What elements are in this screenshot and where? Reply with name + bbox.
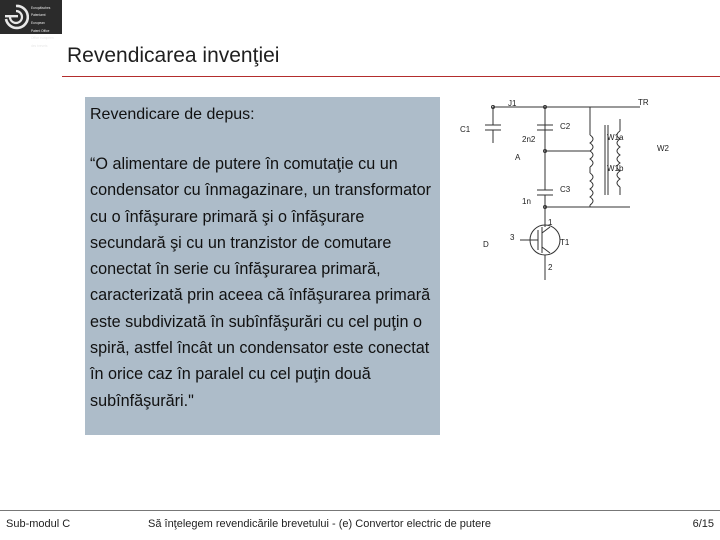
label-w2: W2 [657, 144, 669, 153]
page-number: 6/15 [692, 518, 714, 530]
label-pin3: 3 [510, 233, 515, 242]
label-c2: C2 [560, 122, 571, 131]
circuit-diagram [450, 95, 690, 295]
claim-heading: Revendicare de depus: [90, 106, 255, 123]
label-tr: TR [638, 98, 649, 107]
label-c3: C3 [560, 185, 571, 194]
page-title: Revendicarea invenţiei [67, 44, 280, 67]
label-pin2: 2 [548, 263, 553, 272]
label-j1: J1 [508, 99, 517, 108]
label-2n2: 2n2 [522, 135, 536, 144]
footer-title: Să înţelegem revendicările brevetului - (e) Convertor electric de putere [148, 518, 491, 530]
label-c1: C1 [460, 125, 471, 134]
footer-module: Sub-modul C [6, 518, 71, 530]
epo-logo-icon [3, 3, 29, 31]
label-pin1: 1 [548, 218, 553, 227]
label-1n: 1n [522, 197, 531, 206]
claim-box [85, 97, 440, 435]
label-a: A [515, 153, 521, 162]
logo-text: Europäisches Patentamt European Patent Office Office européen des brevets [31, 5, 54, 48]
footer-divider [0, 510, 720, 511]
title-divider [62, 76, 720, 77]
label-d: D [483, 240, 489, 249]
label-t1: T1 [560, 238, 570, 247]
claim-text: “O alimentare de putere în comutaţie cu un condensator cu înmagazinare, un transformator cu o înfăşurare primară şi o înfăşurare secundară şi cu un tranzistor de comutare conectat în serie cu înfăşurarea primară, caracterizată prin aceea că înfăşurarea primară este subdivizată în subînfăşurări cu cel puţin o spiră, astfel încât un condensator este conectat în orice caz în paralel cu cel puţin două subînfăşurări." [90, 155, 432, 410]
label-w1a: W1a [607, 133, 624, 142]
label-w1b: W1b [607, 164, 624, 173]
epo-logo [0, 0, 62, 48]
